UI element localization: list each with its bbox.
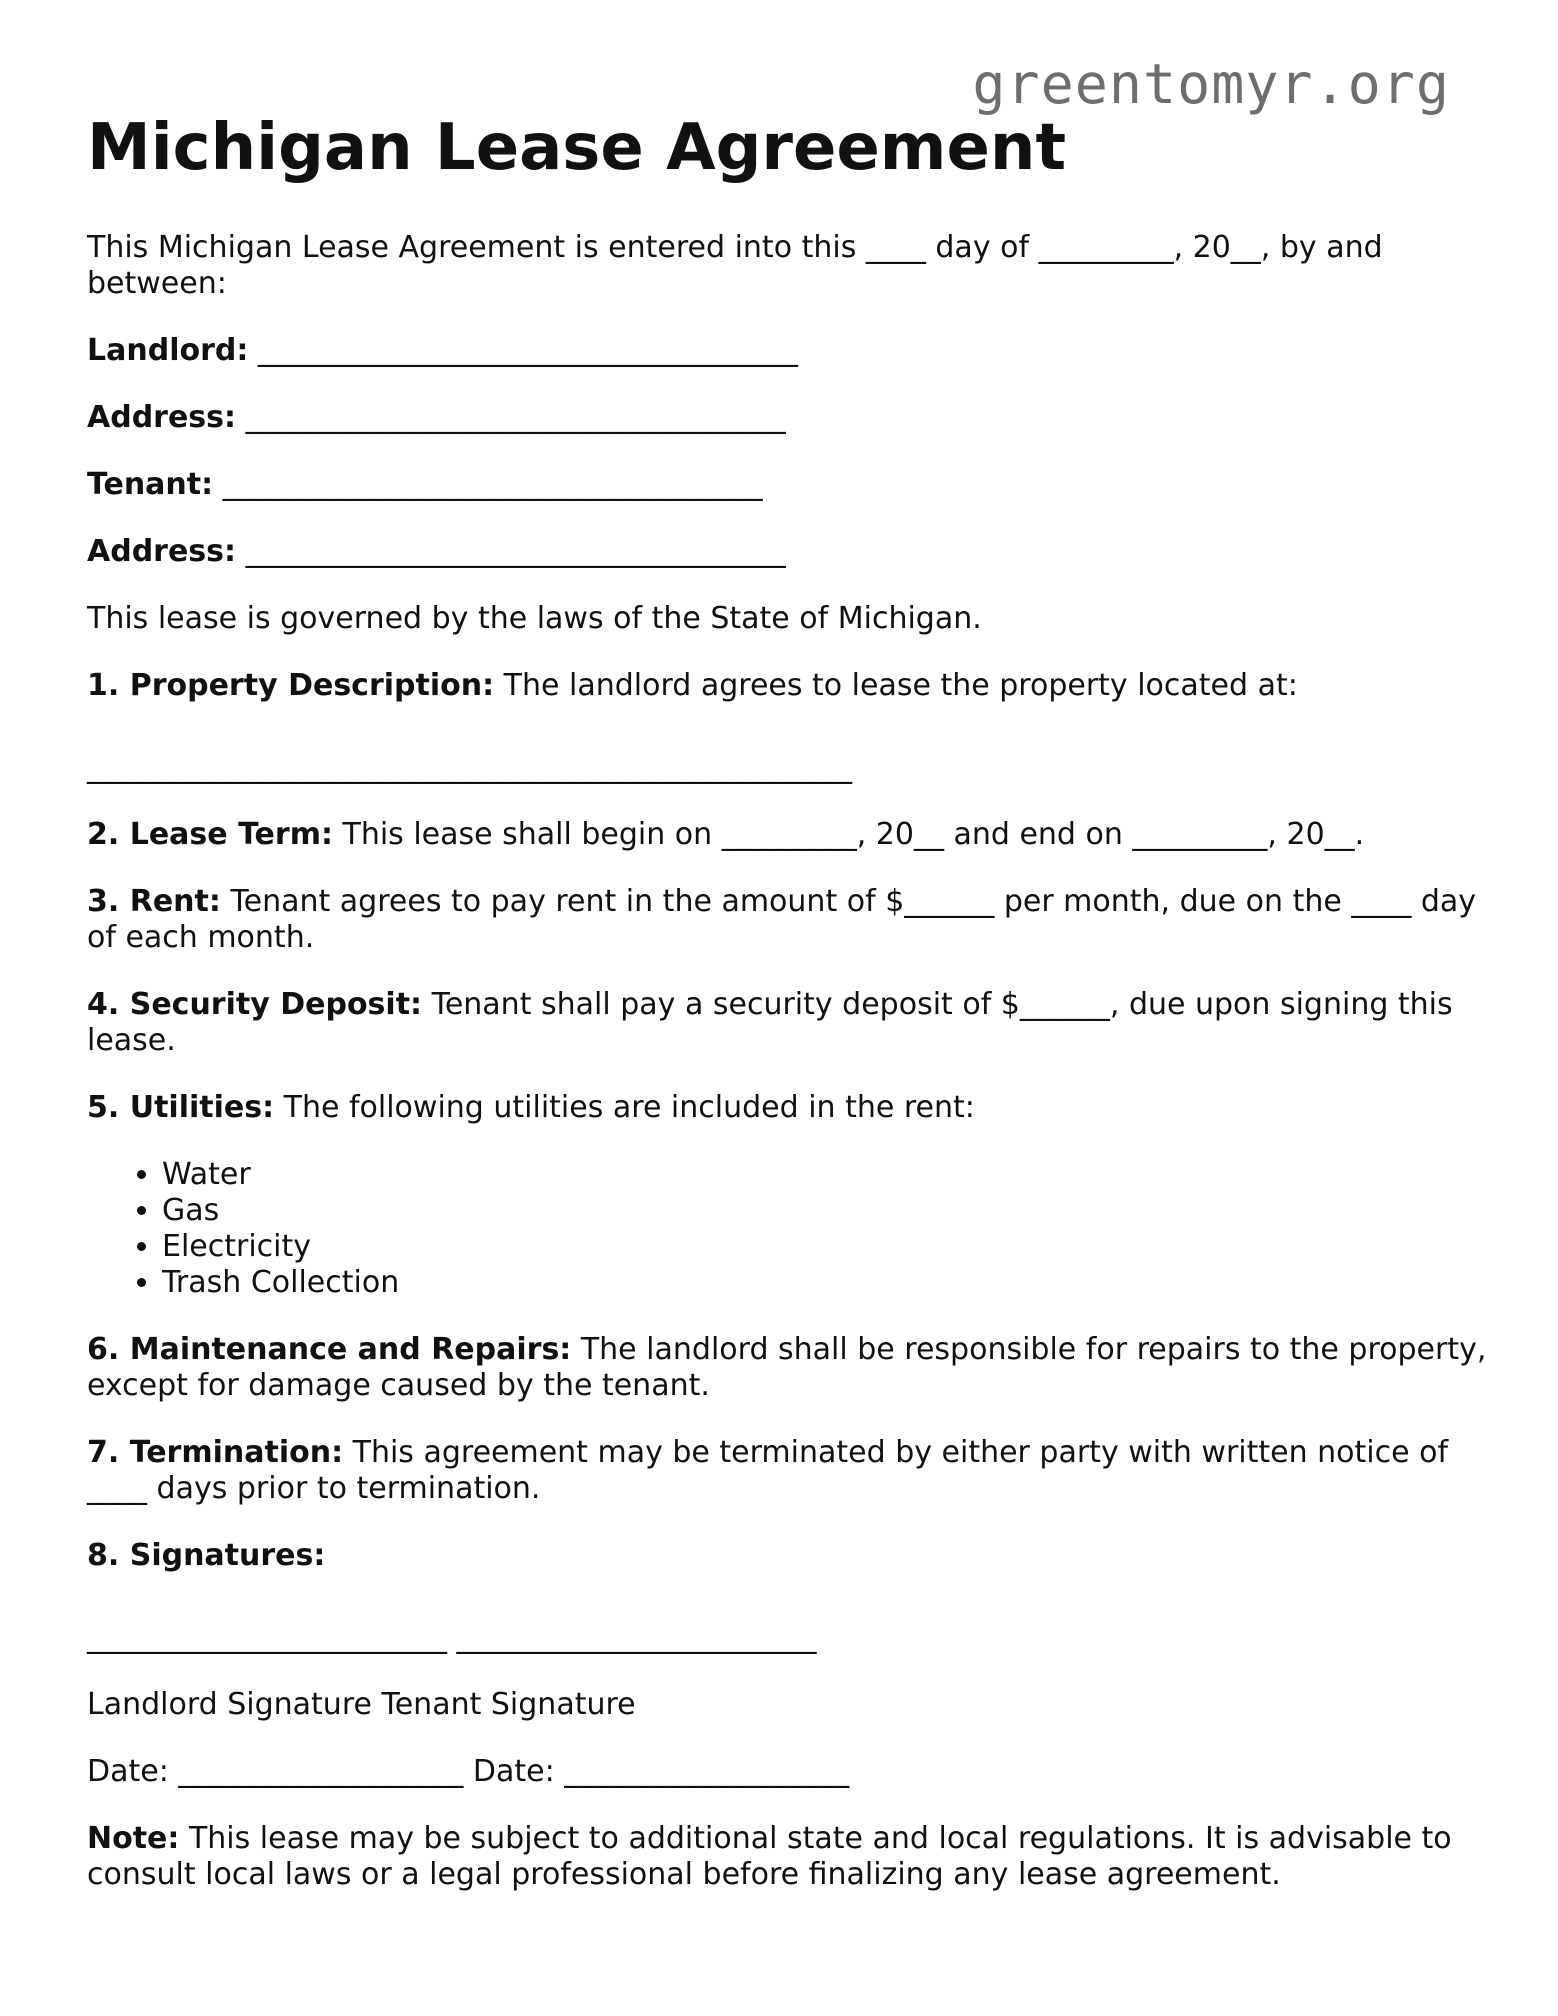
section-text: Tenant agrees to pay rent in the amount of $______ per month, due on the ____ day of each month. bbox=[87, 884, 1477, 955]
section-text: This agreement may be terminated by either party with written notice of ____ days prior to termination. bbox=[87, 1435, 1449, 1506]
section-heading: 5. Utilities: bbox=[87, 1090, 275, 1125]
list-item: • Trash Collection bbox=[162, 1265, 1487, 1301]
list-item: • Water bbox=[162, 1157, 1487, 1193]
property-address-blank: ___________________________________________________ bbox=[87, 750, 852, 785]
signature-dates: Date: ___________________ Date: ___________________ bbox=[87, 1754, 850, 1789]
section-text: The landlord agrees to lease the property located at: bbox=[503, 668, 1298, 703]
section-heading: 8. Signatures: bbox=[87, 1538, 326, 1573]
document-body bbox=[87, 112, 1487, 1924]
tenant-field bbox=[87, 467, 1487, 503]
landlord-address-field bbox=[87, 400, 1487, 436]
section-termination bbox=[87, 1435, 1487, 1507]
section-text: This lease shall begin on _________, 20__ and end on _________, 20__. bbox=[342, 817, 1365, 852]
section-text: Tenant shall pay a security deposit of $______, due upon signing this lease. bbox=[87, 987, 1453, 1058]
note-paragraph bbox=[87, 1821, 1487, 1893]
section-term bbox=[87, 817, 1487, 853]
section-rent bbox=[87, 884, 1487, 956]
section-deposit bbox=[87, 987, 1487, 1059]
signature-lines: ________________________ ________________________ bbox=[87, 1620, 817, 1655]
section-heading: 1. Property Description: bbox=[87, 668, 495, 703]
intro-paragraph: This Michigan Lease Agreement is entered into this ____ day of _________, 20__, by and between: bbox=[87, 230, 1383, 301]
note-label: Note: bbox=[87, 1821, 180, 1856]
section-utilities bbox=[87, 1090, 1487, 1126]
section-heading: 4. Security Deposit: bbox=[87, 987, 423, 1022]
landlord-label: Landlord: bbox=[87, 333, 249, 368]
landlord-address-label: Address: bbox=[87, 400, 237, 435]
list-item: • Gas bbox=[162, 1193, 1487, 1229]
section-signatures bbox=[87, 1538, 1487, 1574]
tenant-address-blank: ____________________________________ bbox=[245, 534, 786, 569]
landlord-blank: ____________________________________ bbox=[257, 333, 798, 368]
document-title: Michigan Lease Agreement bbox=[87, 111, 1067, 185]
tenant-address-field bbox=[87, 534, 1487, 570]
section-heading: 7. Termination: bbox=[87, 1435, 344, 1470]
watermark: greentomyr.org bbox=[972, 52, 1450, 116]
signature-labels: Landlord Signature Tenant Signature bbox=[87, 1687, 636, 1722]
section-heading: 6. Maintenance and Repairs: bbox=[87, 1332, 572, 1367]
section-heading: 3. Rent: bbox=[87, 884, 221, 919]
section-text: The landlord shall be responsible for repairs to the property, except for damage caused by the tenant. bbox=[87, 1332, 1487, 1403]
section-property bbox=[87, 668, 1487, 704]
landlord-address-blank: ____________________________________ bbox=[245, 400, 786, 435]
note-text: This lease may be subject to additional state and local regulations. It is advisable to consult local laws or a legal professional before finalizing any lease agreement. bbox=[87, 1821, 1452, 1892]
governing-law: This lease is governed by the laws of the State of Michigan. bbox=[87, 601, 982, 636]
utilities-list bbox=[87, 1157, 1487, 1301]
section-maintenance bbox=[87, 1332, 1487, 1404]
tenant-address-label: Address: bbox=[87, 534, 237, 569]
tenant-label: Tenant: bbox=[87, 467, 214, 502]
section-heading: 2. Lease Term: bbox=[87, 817, 333, 852]
section-text: The following utilities are included in the rent: bbox=[283, 1090, 975, 1125]
landlord-field bbox=[87, 333, 1487, 369]
list-item: • Electricity bbox=[162, 1229, 1487, 1265]
tenant-blank: ____________________________________ bbox=[222, 467, 763, 502]
